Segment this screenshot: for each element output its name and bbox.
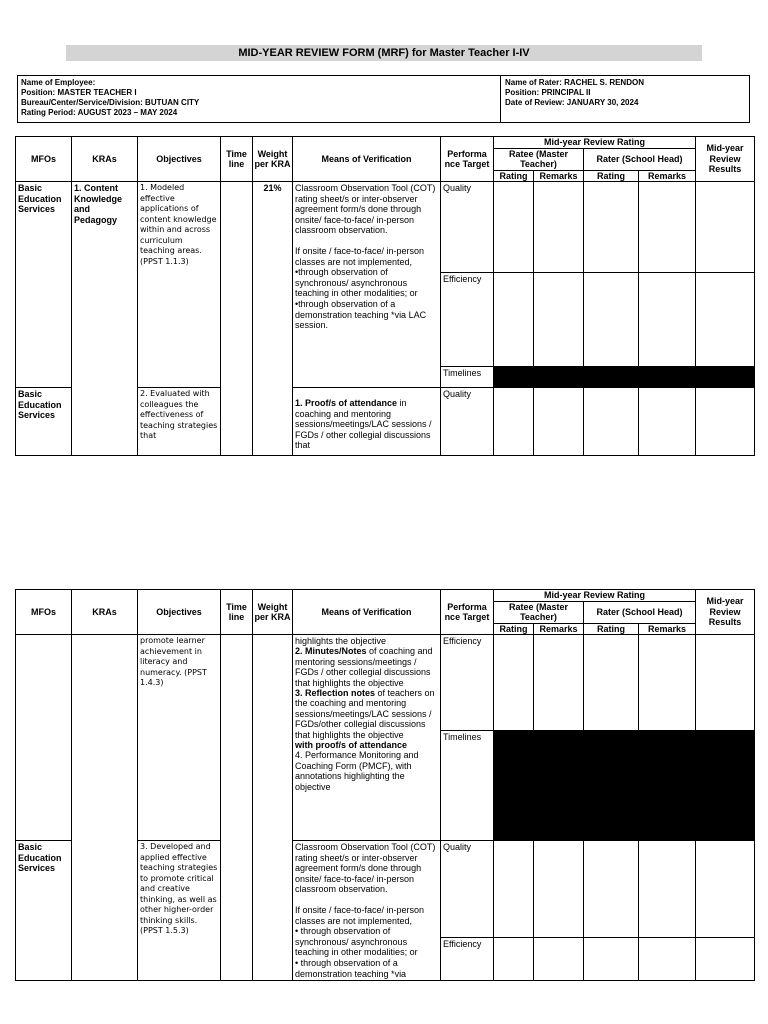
mov-text: •through observation of a demonstration teaching *via LAC session. xyxy=(295,298,427,331)
header-kras: KRAs xyxy=(72,590,138,635)
header-ratee-rating: Rating xyxy=(494,170,534,182)
header-midyear-rating: Mid-year Review Rating xyxy=(494,137,696,149)
header-ratee: Ratee (Master Teacher) xyxy=(494,601,584,623)
mov-text: Classroom Observation Tool (COT) rating sheet/s or inter-observer agreement form/s done through onsite/ face-to-face/ in-person classroom observation. xyxy=(295,183,436,236)
mov-cell xyxy=(293,388,440,452)
results-input[interactable] xyxy=(696,182,755,273)
mov-text: If onsite / face-to-face/ in-person classes are not implemented, xyxy=(295,245,425,267)
review-table-page1 xyxy=(15,136,755,456)
target-quality: Quality xyxy=(443,183,472,193)
rating-input[interactable] xyxy=(584,841,639,938)
rating-input[interactable] xyxy=(584,635,639,731)
objective-cell: 3. Developed and applied effective teaching strategies to promote critical and creative thinking, as well as other higher-order thinking skills. (PPST 1.5.3) xyxy=(140,842,218,935)
rater-info xyxy=(505,78,644,108)
mov-text: •through observation of synchronous/ asynchronous teaching in other modalities; or xyxy=(295,267,418,299)
mov-text: Classroom Observation Tool (COT) rating sheet/s or inter-observer agreement form/s done through onsite/ face-to-face/ in-person classroom observation. xyxy=(295,842,436,895)
mov-text: 2. Minutes/Notes xyxy=(295,646,367,657)
remarks-input[interactable] xyxy=(639,635,696,731)
header-kras: KRAs xyxy=(72,137,138,182)
remarks-input[interactable] xyxy=(639,388,696,456)
rating-input[interactable] xyxy=(494,273,534,367)
timeline-cell xyxy=(221,635,253,981)
rating-period: Rating Period: AUGUST 2023 – MAY 2024 xyxy=(21,108,178,117)
remarks-input[interactable] xyxy=(534,841,584,938)
header-results: Mid-year Review Results xyxy=(696,137,755,182)
info-divider xyxy=(500,76,501,122)
header-mov: Means of Verification xyxy=(293,590,441,635)
header-weight: Weight per KRA xyxy=(253,590,293,635)
mov-text: • through observation of synchronous/ asynchronous teaching in other modalities; or xyxy=(295,926,418,958)
remarks-input[interactable] xyxy=(639,841,696,938)
employee-info xyxy=(21,78,199,118)
mov-text: of teachers on the coaching and mentoring sessions/meetings/LAC sessions / FGDs/other collegial discussions that highlights the objective xyxy=(295,688,435,740)
target-efficiency: Efficiency xyxy=(443,636,482,646)
results-input[interactable] xyxy=(696,938,755,981)
header-perf-target: Performa nce Target xyxy=(441,137,494,182)
target-quality: Quality xyxy=(443,842,472,852)
results-input[interactable] xyxy=(696,388,755,456)
header-mov: Means of Verification xyxy=(293,137,441,182)
header-ratee: Ratee (Master Teacher) xyxy=(494,148,584,170)
employee-info-box xyxy=(17,75,750,123)
results-input[interactable] xyxy=(696,273,755,367)
remarks-input[interactable] xyxy=(534,635,584,731)
mov-cell xyxy=(293,841,440,980)
rater-position: Position: PRINCIPAL II xyxy=(505,88,591,97)
target-timelines: Timelines xyxy=(443,368,482,378)
header-rater-rating: Rating xyxy=(584,623,639,635)
rating-input[interactable] xyxy=(494,841,534,938)
target-quality: Quality xyxy=(443,389,472,399)
results-input[interactable] xyxy=(696,635,755,731)
form-title: MID-YEAR REVIEW FORM (MRF) for Master Teacher I-IV xyxy=(66,45,702,61)
header-rater-remarks: Remarks xyxy=(639,170,696,182)
rating-input[interactable] xyxy=(494,635,534,731)
remarks-input[interactable] xyxy=(534,182,584,273)
mfo-cell xyxy=(16,635,72,841)
remarks-input[interactable] xyxy=(639,938,696,981)
mfo-cell: Basic Education Services xyxy=(18,842,62,873)
header-timeline: Time line xyxy=(221,590,253,635)
blacked-out-cells xyxy=(494,367,755,388)
review-table-page2 xyxy=(15,589,755,981)
header-ratee-remarks: Remarks xyxy=(534,623,584,635)
weight-cell xyxy=(253,635,293,981)
objective-cell: 2. Evaluated with colleagues the effectiveness of teaching strategies that xyxy=(140,389,218,440)
mov-text: in coaching and mentoring sessions/meetings/LAC sessions / FGDs / other collegial discussions that xyxy=(295,398,432,451)
mov-text: 3. Reflection notes xyxy=(295,688,376,699)
mov-text: 1. Proof/s of attendance xyxy=(295,398,398,408)
remarks-input[interactable] xyxy=(534,388,584,456)
mov-cell xyxy=(293,182,440,332)
weight-cell: 21% xyxy=(263,183,282,193)
header-ratee-rating: Rating xyxy=(494,623,534,635)
mov-cell xyxy=(293,635,440,793)
target-efficiency: Efficiency xyxy=(443,274,482,284)
objective-cell: 1. Modeled effective applications of content knowledge within and across curriculum teaching areas. (PPST 1.1.3) xyxy=(140,183,217,266)
target-efficiency: Efficiency xyxy=(443,939,482,950)
results-input[interactable] xyxy=(696,841,755,938)
remarks-input[interactable] xyxy=(639,273,696,367)
header-rater: Rater (School Head) xyxy=(584,148,696,170)
rating-input[interactable] xyxy=(494,182,534,273)
employee-bureau: Bureau/Center/Service/Division: BUTUAN CITY xyxy=(21,98,200,107)
rating-input[interactable] xyxy=(584,273,639,367)
rating-input[interactable] xyxy=(584,938,639,981)
header-rater-remarks: Remarks xyxy=(639,623,696,635)
rating-input[interactable] xyxy=(584,388,639,456)
header-ratee-remarks: Remarks xyxy=(534,170,584,182)
employee-name-label: Name of Employee: xyxy=(21,78,96,87)
header-weight: Weight per KRA xyxy=(253,137,293,182)
blacked-out-cells xyxy=(494,731,755,841)
header-results: Mid-year Review Results xyxy=(696,590,755,635)
mfo-cell: Basic Education Services xyxy=(18,389,62,420)
rater-name: Name of Rater: RACHEL S. RENDON xyxy=(505,78,644,87)
remarks-input[interactable] xyxy=(639,182,696,273)
mov-text: If onsite / face-to-face/ in-person classes are not implemented, xyxy=(295,904,425,926)
kra-cell xyxy=(72,635,138,981)
remarks-input[interactable] xyxy=(534,938,584,981)
mfo-cell: Basic Education Services xyxy=(18,183,62,214)
header-timeline: Time line xyxy=(221,137,253,182)
header-rater-rating: Rating xyxy=(584,170,639,182)
rating-input[interactable] xyxy=(494,388,534,456)
header-objectives: Objectives xyxy=(138,590,221,635)
kra-cell: 1. Content Knowledge and Pedagogy xyxy=(74,183,123,225)
review-date: Date of Review: JANUARY 30, 2024 xyxy=(505,98,639,107)
rating-input[interactable] xyxy=(584,182,639,273)
mov-text: 4. Performance Monitoring and Coaching Form (PMCF), with annotations highlighting the objective xyxy=(295,750,419,792)
header-mfos: MFOs xyxy=(16,137,72,182)
remarks-input[interactable] xyxy=(534,273,584,367)
mov-text: • through observation of a demonstration teaching *via xyxy=(295,957,407,979)
mov-text: highlights the objective xyxy=(295,636,387,646)
employee-position: Position: MASTER TEACHER I xyxy=(21,88,137,97)
mov-text: with proof/s of attendance xyxy=(295,740,408,751)
header-rater: Rater (School Head) xyxy=(584,601,696,623)
header-objectives: Objectives xyxy=(138,137,221,182)
header-midyear-rating: Mid-year Review Rating xyxy=(494,590,696,602)
header-mfos: MFOs xyxy=(16,590,72,635)
objective-cell: promote learner achievement in literacy and numeracy. (PPST 1.4.3) xyxy=(140,636,207,687)
target-timelines: Timelines xyxy=(443,732,482,742)
mov-text: of coaching and mentoring sessions/meetings / FGDs / other collegial discussions that highlights the objective xyxy=(295,646,433,688)
rating-input[interactable] xyxy=(494,938,534,981)
timeline-cell xyxy=(221,182,253,456)
header-perf-target: Performa nce Target xyxy=(441,590,494,635)
